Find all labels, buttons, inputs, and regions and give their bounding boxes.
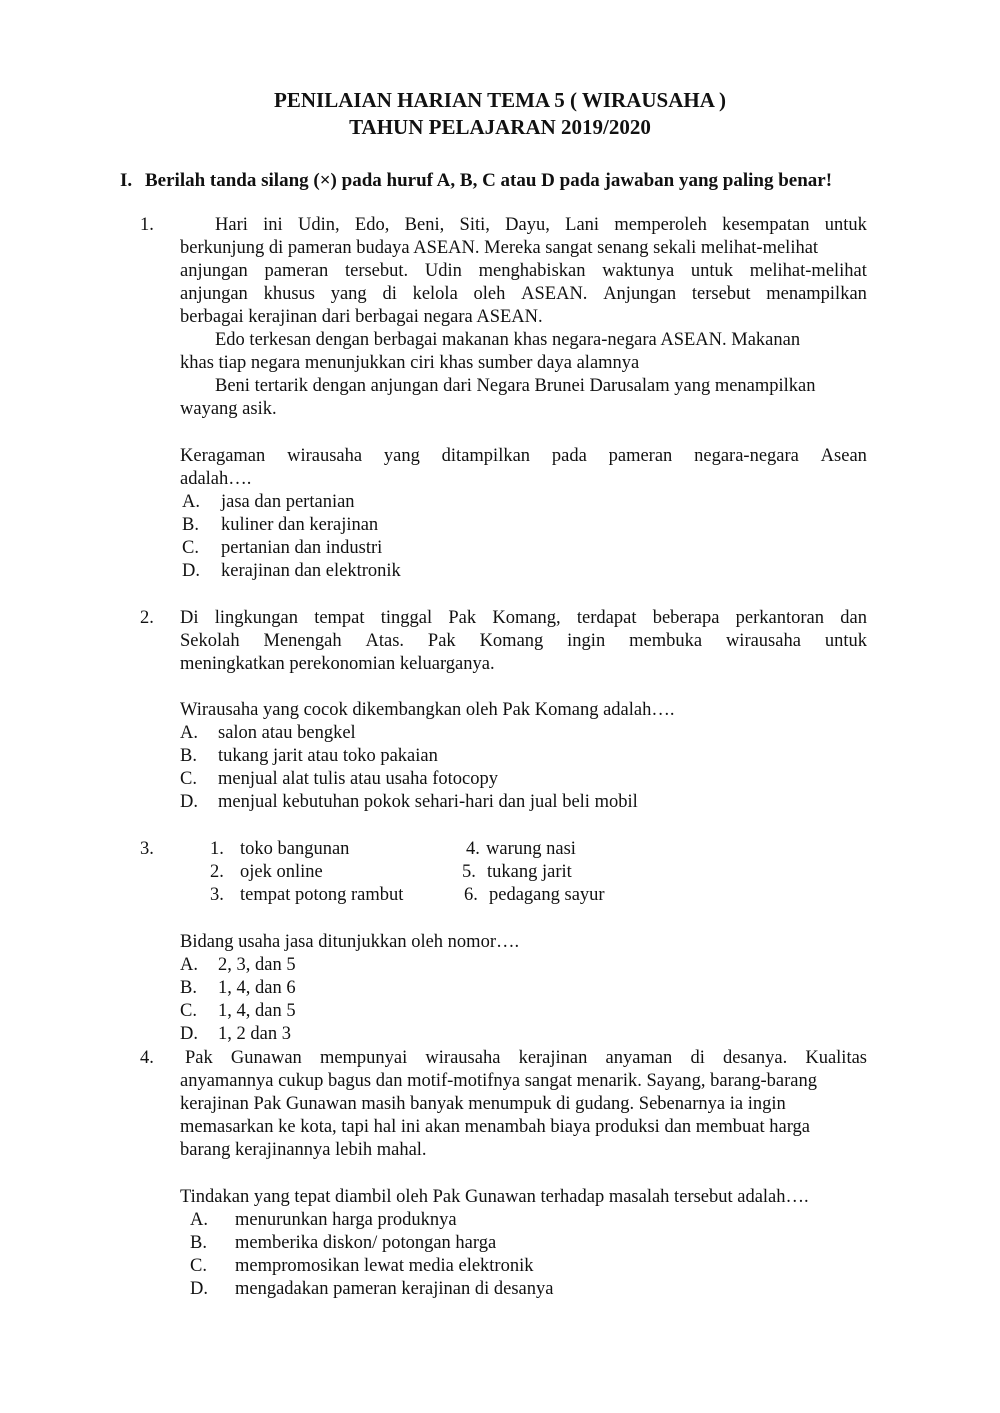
- q1-paragraph-line: berbagai kerajinan dari berbagai negara ASEAN.: [180, 307, 543, 327]
- list-item-text: pedagang sayur: [489, 885, 605, 905]
- list-item-number: 6.: [464, 885, 478, 905]
- q1-paragraph-line: berkunjung di pameran budaya ASEAN. Mereka sangat senang sekali melihat-melihat: [180, 238, 819, 258]
- q2-paragraph-line: Di lingkungan tempat tinggal Pak Komang, terdapat beberapa perkantoran dan: [180, 608, 867, 628]
- q4-paragraph-line: barang kerajinannya lebih mahal.: [180, 1140, 427, 1160]
- instruction-text: Berilah tanda silang (×) pada huruf A, B, C atau D pada jawaban yang paling benar!: [145, 170, 833, 191]
- list-item-text: toko bangunan: [240, 839, 350, 859]
- option-letter[interactable]: B.: [180, 746, 197, 766]
- option-text[interactable]: jasa dan pertanian: [221, 492, 355, 512]
- list-item-number: 1.: [210, 839, 224, 859]
- option-text[interactable]: memberika diskon/ potongan harga: [235, 1233, 497, 1253]
- option-letter[interactable]: A.: [180, 723, 198, 743]
- option-text[interactable]: tukang jarit atau toko pakaian: [218, 746, 438, 766]
- option-text[interactable]: 1, 4, dan 6: [218, 978, 296, 998]
- q1-paragraph-line: Hari ini Udin, Edo, Beni, Siti, Dayu, Lani memperoleh kesempatan untuk: [215, 215, 867, 235]
- question-number: 4.: [140, 1048, 154, 1068]
- option-letter[interactable]: D.: [190, 1279, 208, 1299]
- option-letter[interactable]: B.: [182, 515, 199, 535]
- list-item-number: 4.: [466, 839, 480, 859]
- q4-paragraph-line: memasarkan ke kota, tapi hal ini akan menambah biaya produksi dan membuat harga: [180, 1117, 810, 1137]
- q4-question-line: Tindakan yang tepat diambil oleh Pak Gunawan terhadap masalah tersebut adalah….: [180, 1187, 809, 1207]
- list-item-text: tempat potong rambut: [240, 885, 404, 905]
- q3-question-line: Bidang usaha jasa ditunjukkan oleh nomor….: [180, 932, 520, 952]
- option-letter[interactable]: C.: [190, 1256, 207, 1276]
- question-number: 1.: [140, 215, 154, 235]
- option-letter[interactable]: A.: [190, 1210, 208, 1230]
- page-title: PENILAIAN HARIAN TEMA 5 ( WIRAUSAHA ): [274, 88, 726, 112]
- option-text[interactable]: 1, 4, dan 5: [218, 1001, 296, 1021]
- q1-paragraph-line: wayang asik.: [180, 399, 277, 419]
- list-item-number: 3.: [210, 885, 224, 905]
- list-item-text: warung nasi: [486, 839, 576, 859]
- page-subtitle: TAHUN PELAJARAN 2019/2020: [349, 115, 651, 139]
- option-letter[interactable]: C.: [180, 769, 197, 789]
- q1-question-line: Keragaman wirausaha yang ditampilkan pada pameran negara-negara Asean: [180, 446, 867, 466]
- list-item-number: 2.: [210, 862, 224, 882]
- q2-paragraph-line: Sekolah Menengah Atas. Pak Komang ingin membuka wirausaha untuk: [180, 631, 867, 651]
- option-letter[interactable]: D.: [180, 1024, 198, 1044]
- question-number: 3.: [140, 839, 154, 859]
- option-text[interactable]: salon atau bengkel: [218, 723, 356, 743]
- option-text[interactable]: mempromosikan lewat media elektronik: [235, 1256, 534, 1276]
- q1-paragraph-line: anjungan khusus yang di kelola oleh ASEAN. Anjungan tersebut menampilkan: [180, 284, 867, 304]
- option-letter[interactable]: D.: [182, 561, 200, 581]
- option-text[interactable]: menjual kebutuhan pokok sehari-hari dan jual beli mobil: [218, 792, 638, 812]
- option-text[interactable]: menurunkan harga produknya: [235, 1210, 457, 1230]
- option-text[interactable]: 1, 2 dan 3: [218, 1024, 291, 1044]
- option-letter[interactable]: D.: [180, 792, 198, 812]
- q1-question-line: adalah….: [180, 469, 252, 489]
- option-letter[interactable]: B.: [180, 978, 197, 998]
- q4-paragraph-line: kerajinan Pak Gunawan masih banyak menumpuk di gudang. Sebenarnya ia ingin: [180, 1094, 786, 1114]
- option-letter[interactable]: C.: [182, 538, 199, 558]
- option-text[interactable]: menjual alat tulis atau usaha fotocopy: [218, 769, 498, 789]
- q1-paragraph-line: Beni tertarik dengan anjungan dari Negara Brunei Darusalam yang menampilkan: [215, 376, 816, 396]
- q4-paragraph-line: anyamannya cukup bagus dan motif-motifnya sangat menarik. Sayang, barang-barang: [180, 1071, 818, 1091]
- q2-paragraph-line: meningkatkan perekonomian keluarganya.: [180, 654, 495, 674]
- q1-paragraph-line: anjungan pameran tersebut. Udin menghabiskan waktunya untuk melihat-melihat: [180, 261, 867, 281]
- q2-question-line: Wirausaha yang cocok dikembangkan oleh Pak Komang adalah….: [180, 700, 675, 720]
- option-letter[interactable]: A.: [182, 492, 200, 512]
- option-text[interactable]: 2, 3, dan 5: [218, 955, 296, 975]
- option-text[interactable]: mengadakan pameran kerajinan di desanya: [235, 1279, 554, 1299]
- question-number: 2.: [140, 608, 154, 628]
- instruction-number: I.: [120, 170, 133, 191]
- option-text[interactable]: pertanian dan industri: [221, 538, 383, 558]
- q1-paragraph-line: Edo terkesan dengan berbagai makanan khas negara-negara ASEAN. Makanan: [215, 330, 801, 350]
- option-letter[interactable]: A.: [180, 955, 198, 975]
- q4-paragraph-line: Pak Gunawan mempunyai wirausaha kerajinan anyaman di desanya. Kualitas: [185, 1048, 867, 1068]
- option-letter[interactable]: C.: [180, 1001, 197, 1021]
- q1-paragraph-line: khas tiap negara menunjukkan ciri khas sumber daya alamnya: [180, 353, 640, 373]
- list-item-text: tukang jarit: [487, 862, 572, 882]
- option-text[interactable]: kerajinan dan elektronik: [221, 561, 401, 581]
- option-letter[interactable]: B.: [190, 1233, 207, 1253]
- list-item-text: ojek online: [240, 862, 323, 882]
- option-text[interactable]: kuliner dan kerajinan: [221, 515, 379, 535]
- list-item-number: 5.: [462, 862, 476, 882]
